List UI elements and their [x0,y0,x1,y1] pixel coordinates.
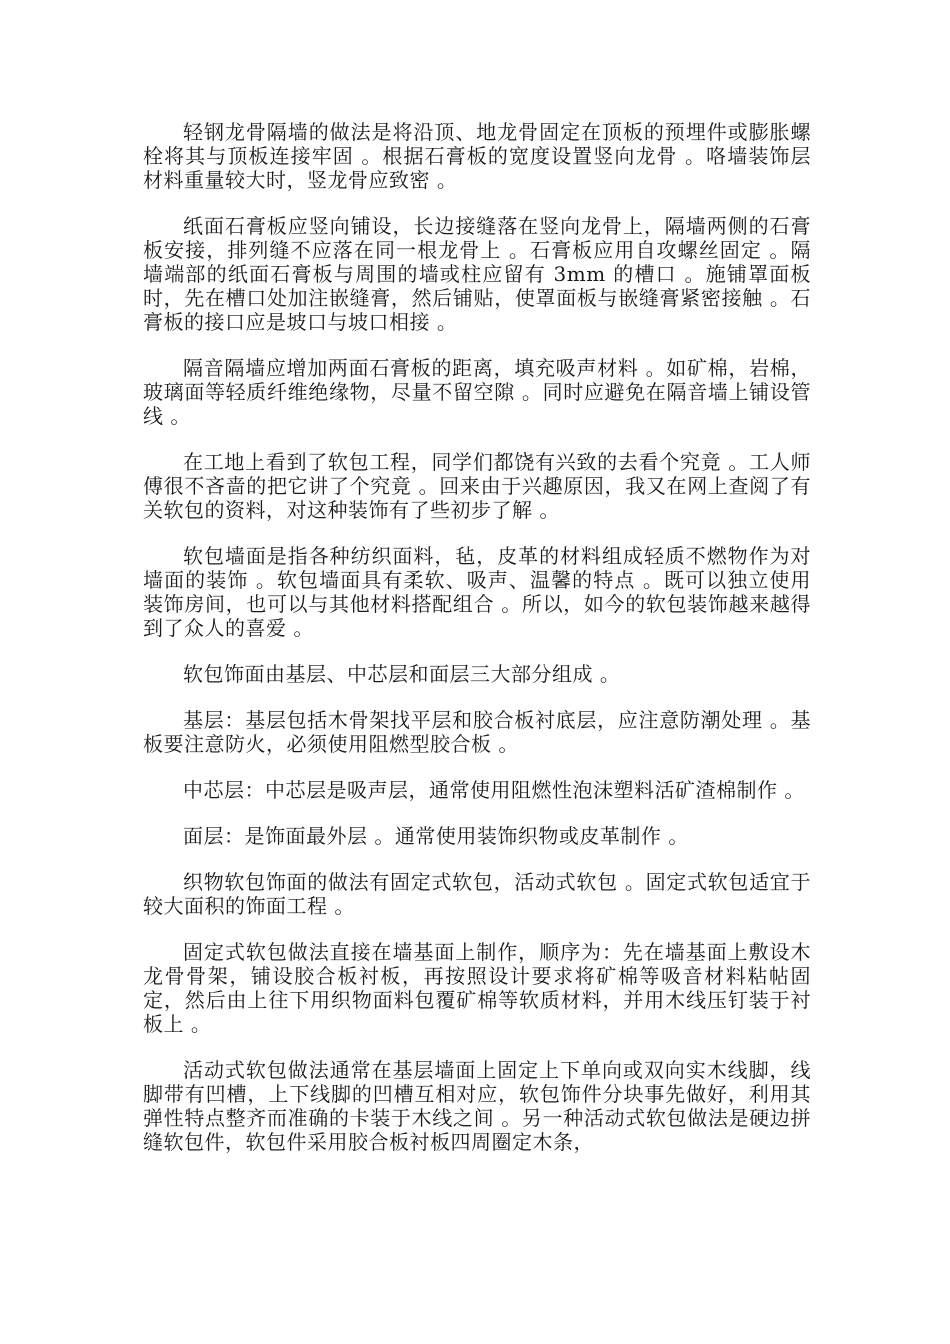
paragraph: 隔音隔墙应增加两面石膏板的距离，填充吸声材料 。如矿棉，岩棉，玻璃面等轻质纤维绝缘物，尽量不留空隙 。同时应避免在隔音墙上铺设管线 。 [143,356,811,428]
paragraph: 软包饰面由基层、中芯层和面层三大部分组成 。 [183,662,621,686]
paragraph: 轻钢龙骨隔墙的做法是将沿顶、地龙骨固定在顶板的预埋件或膨胀螺栓将其与顶板连接牢固 。根据石膏板的宽度设置竖向龙骨 。咯墙装饰层材料重量较大时，竖龙骨应致密 。 [143,120,811,192]
paragraph: 织物软包饰面的做法有固定式软包，活动式软包 。固定式软包适宜于较大面积的饰面工程 。 [143,870,811,918]
document-body [143,120,811,1176]
paragraph: 固定式软包做法直接在墙基面上制作，顺序为：先在墙基面上敷设木龙骨骨架，铺设胶合板衬板，再按照设计要求将矿棉等吸音材料粘帖固定，然后由上往下用织物面料包覆矿棉等软质材料，并用木线压钉装于衬板上 。 [143,940,811,1036]
paragraph: 纸面石膏板应竖向铺设，长边接缝落在竖向龙骨上，隔墙两侧的石膏板安接，排列缝不应落在同一根龙骨上 。石膏板应用自攻螺丝固定 。隔墙端部的纸面石膏板与周围的墙或柱应留有 3mm 的槽口 。施铺罩面板时，先在槽口处加注嵌缝膏，然后铺贴，使罩面板与嵌缝膏紧密接触 。石膏板的接口应是坡口与坡口相接 。 [143,214,811,334]
paragraph: 活动式软包做法通常在基层墙面上固定上下单向或双向实木线脚，线脚带有凹槽，上下线脚的凹槽互相对应，软包饰件分块事先做好，利用其弹性特点整齐而准确的卡装于木线之间 。另一种活动式软包做法是硬边拼缝软包件，软包件采用胶合板衬板四周圈定木条， [143,1058,811,1154]
paragraph: 基层：基层包括木骨架找平层和胶合板衬底层，应注意防潮处理 。基板要注意防火，必须使用阻燃型胶合板 。 [143,708,811,756]
paragraph: 在工地上看到了软包工程，同学们都饶有兴致的去看个究竟 。工人师傅很不吝啬的把它讲了个究竟 。回来由于兴趣原因，我又在网上查阅了有关软包的资料，对这种装饰有了些初步了解 。 [143,450,811,522]
paragraph: 面层：是饰面最外层 。通常使用装饰织物或皮革制作 。 [183,824,689,848]
paragraph: 软包墙面是指各种纺织面料，毡，皮革的材料组成轻质不燃物作为对墙面的装饰 。软包墙面具有柔软、吸声、温馨的特点 。既可以独立使用装饰房间，也可以与其他材料搭配组合 。所以，如今的软包装饰越来越得到了众人的喜爱 。 [143,544,811,640]
paragraph: 中芯层：中芯层是吸声层，通常使用阻燃性泡沫塑料活矿渣棉制作 。 [183,778,805,802]
